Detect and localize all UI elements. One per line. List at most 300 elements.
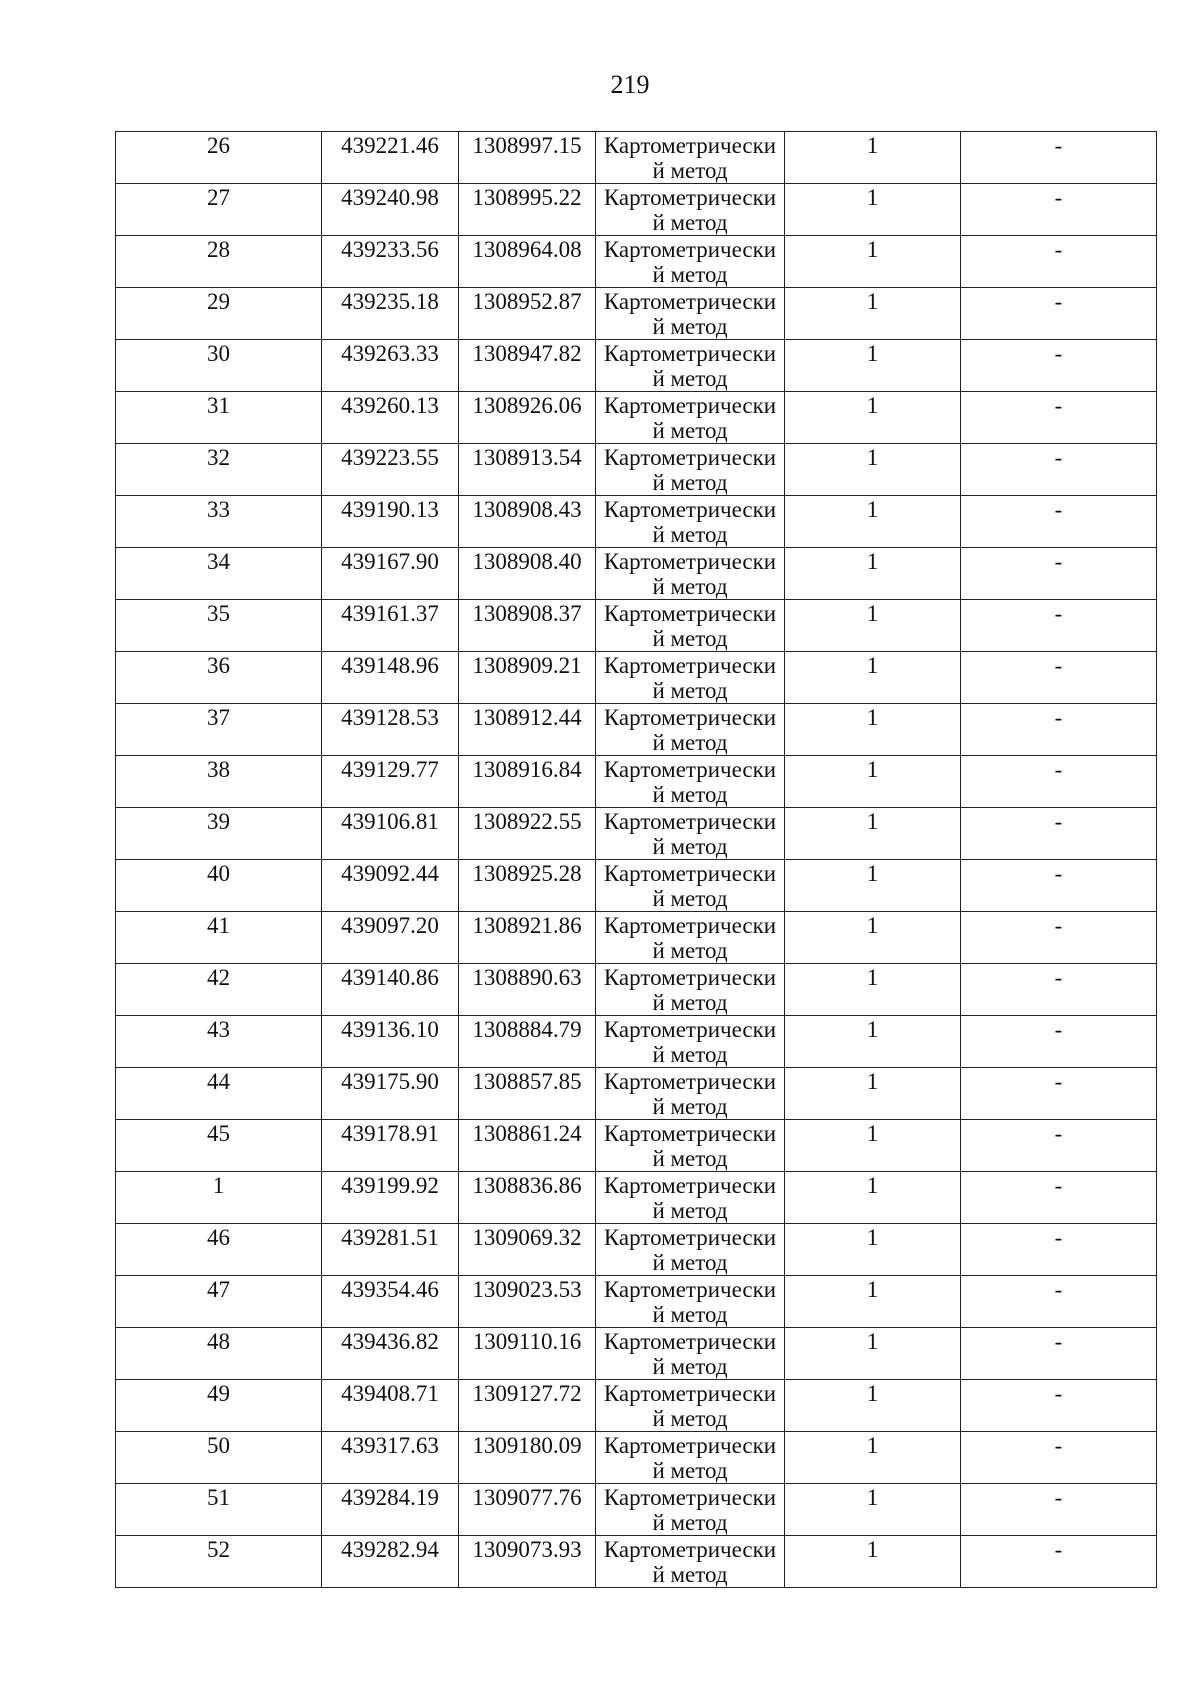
method-cell <box>596 392 785 444</box>
accuracy-cell <box>785 964 961 1016</box>
accuracy-cell-text: 1 <box>866 1277 879 1302</box>
point-number-cell-text: 37 <box>207 705 230 730</box>
point-number-cell-text: 30 <box>207 341 230 366</box>
point-number-cell <box>116 652 322 704</box>
y-coordinate-cell-text: 1309073.93 <box>472 1537 582 1562</box>
note-cell-text: - <box>1054 185 1063 210</box>
note-cell <box>961 548 1157 600</box>
y-coordinate-cell-text: 1308964.08 <box>472 237 582 262</box>
y-coordinate-cell-text: 1309023.53 <box>472 1277 582 1302</box>
method-cell-text: Картометрически й метод <box>603 289 777 339</box>
x-coordinate-cell <box>322 1016 459 1068</box>
x-coordinate-cell <box>322 548 459 600</box>
accuracy-cell <box>785 132 961 184</box>
note-cell <box>961 496 1157 548</box>
table-row <box>116 444 1157 496</box>
method-cell-text: Картометрически й метод <box>603 1537 777 1587</box>
y-coordinate-cell-text: 1308909.21 <box>472 653 582 678</box>
point-number-cell-text: 28 <box>207 237 230 262</box>
accuracy-cell-text: 1 <box>866 601 879 626</box>
method-cell <box>596 912 785 964</box>
y-coordinate-cell <box>459 1328 596 1380</box>
note-cell <box>961 1068 1157 1120</box>
y-coordinate-cell <box>459 756 596 808</box>
method-cell-text: Картометрически й метод <box>603 393 777 443</box>
note-cell <box>961 808 1157 860</box>
x-coordinate-cell <box>322 756 459 808</box>
point-number-cell <box>116 496 322 548</box>
note-cell-text: - <box>1054 1433 1063 1458</box>
note-cell-text: - <box>1054 393 1063 418</box>
accuracy-cell-text: 1 <box>866 1433 879 1458</box>
method-cell <box>596 340 785 392</box>
note-cell-text: - <box>1054 861 1063 886</box>
point-number-cell-text: 32 <box>207 445 230 470</box>
y-coordinate-cell-text: 1308925.28 <box>472 861 582 886</box>
y-coordinate-cell-text: 1309077.76 <box>472 1485 582 1510</box>
table-row <box>116 808 1157 860</box>
point-number-cell-text: 38 <box>207 757 230 782</box>
method-cell-text: Картометрически й метод <box>603 965 777 1015</box>
accuracy-cell <box>785 392 961 444</box>
accuracy-cell-text: 1 <box>866 133 879 158</box>
table-row <box>116 236 1157 288</box>
method-cell-text: Картометрически й метод <box>603 757 777 807</box>
coordinates-table <box>115 131 1157 1588</box>
y-coordinate-cell-text: 1308884.79 <box>472 1017 582 1042</box>
accuracy-cell-text: 1 <box>866 965 879 990</box>
method-cell-text: Картометрически й метод <box>603 1069 777 1119</box>
x-coordinate-cell <box>322 1536 459 1588</box>
x-coordinate-cell-text: 439167.90 <box>341 549 439 574</box>
table-row <box>116 704 1157 756</box>
note-cell <box>961 288 1157 340</box>
note-cell-text: - <box>1054 809 1063 834</box>
accuracy-cell-text: 1 <box>866 1017 879 1042</box>
table-row <box>116 1536 1157 1588</box>
note-cell <box>961 1432 1157 1484</box>
note-cell <box>961 704 1157 756</box>
note-cell <box>961 652 1157 704</box>
x-coordinate-cell <box>322 496 459 548</box>
note-cell <box>961 860 1157 912</box>
y-coordinate-cell <box>459 1172 596 1224</box>
method-cell <box>596 288 785 340</box>
note-cell-text: - <box>1054 445 1063 470</box>
table-row <box>116 1484 1157 1536</box>
note-cell <box>961 1172 1157 1224</box>
note-cell <box>961 236 1157 288</box>
x-coordinate-cell <box>322 1172 459 1224</box>
accuracy-cell <box>785 548 961 600</box>
accuracy-cell-text: 1 <box>866 341 879 366</box>
y-coordinate-cell <box>459 808 596 860</box>
note-cell-text: - <box>1054 1485 1063 1510</box>
method-cell-text: Картометрически й метод <box>603 653 777 703</box>
method-cell <box>596 756 785 808</box>
point-number-cell <box>116 860 322 912</box>
note-cell <box>961 1016 1157 1068</box>
note-cell-text: - <box>1054 757 1063 782</box>
note-cell <box>961 600 1157 652</box>
method-cell <box>596 1224 785 1276</box>
y-coordinate-cell-text: 1308908.43 <box>472 497 582 522</box>
y-coordinate-cell-text: 1308922.55 <box>472 809 582 834</box>
note-cell-text: - <box>1054 913 1063 938</box>
point-number-cell-text: 29 <box>207 289 230 314</box>
method-cell <box>596 236 785 288</box>
x-coordinate-cell <box>322 1484 459 1536</box>
accuracy-cell-text: 1 <box>866 1173 879 1198</box>
y-coordinate-cell-text: 1308857.85 <box>472 1069 582 1094</box>
note-cell <box>961 1328 1157 1380</box>
table-row <box>116 756 1157 808</box>
y-coordinate-cell <box>459 1380 596 1432</box>
note-cell-text: - <box>1054 601 1063 626</box>
y-coordinate-cell <box>459 340 596 392</box>
note-cell <box>961 1536 1157 1588</box>
point-number-cell <box>116 184 322 236</box>
y-coordinate-cell-text: 1308916.84 <box>472 757 582 782</box>
table-row <box>116 184 1157 236</box>
x-coordinate-cell-text: 439235.18 <box>341 289 439 314</box>
y-coordinate-cell <box>459 1224 596 1276</box>
x-coordinate-cell <box>322 600 459 652</box>
method-cell-text: Картометрически й метод <box>603 1017 777 1067</box>
x-coordinate-cell <box>322 1068 459 1120</box>
method-cell <box>596 1172 785 1224</box>
x-coordinate-cell-text: 439128.53 <box>341 705 439 730</box>
accuracy-cell <box>785 1224 961 1276</box>
method-cell-text: Картометрически й метод <box>603 1433 777 1483</box>
accuracy-cell-text: 1 <box>866 705 879 730</box>
table-row <box>116 600 1157 652</box>
accuracy-cell <box>785 184 961 236</box>
note-cell-text: - <box>1054 289 1063 314</box>
point-number-cell <box>116 964 322 1016</box>
y-coordinate-cell <box>459 496 596 548</box>
table-row <box>116 1432 1157 1484</box>
note-cell-text: - <box>1054 1537 1063 1562</box>
method-cell-text: Картометрически й метод <box>603 1121 777 1171</box>
x-coordinate-cell-text: 439233.56 <box>341 237 439 262</box>
y-coordinate-cell <box>459 288 596 340</box>
point-number-cell <box>116 704 322 756</box>
point-number-cell <box>116 1276 322 1328</box>
table-row <box>116 912 1157 964</box>
x-coordinate-cell <box>322 392 459 444</box>
point-number-cell <box>116 1172 322 1224</box>
y-coordinate-cell <box>459 912 596 964</box>
table-row <box>116 1380 1157 1432</box>
note-cell <box>961 184 1157 236</box>
note-cell-text: - <box>1054 705 1063 730</box>
x-coordinate-cell-text: 439136.10 <box>341 1017 439 1042</box>
table-row <box>116 340 1157 392</box>
point-number-cell <box>116 392 322 444</box>
point-number-cell <box>116 132 322 184</box>
accuracy-cell <box>785 444 961 496</box>
point-number-cell <box>116 808 322 860</box>
note-cell-text: - <box>1054 1121 1063 1146</box>
method-cell-text: Картометрически й метод <box>603 705 777 755</box>
method-cell-text: Картометрически й метод <box>603 913 777 963</box>
accuracy-cell-text: 1 <box>866 1537 879 1562</box>
point-number-cell-text: 46 <box>207 1225 230 1250</box>
accuracy-cell-text: 1 <box>866 549 879 574</box>
point-number-cell <box>116 1432 322 1484</box>
point-number-cell-text: 49 <box>207 1381 230 1406</box>
y-coordinate-cell-text: 1308921.86 <box>472 913 582 938</box>
table-row <box>116 1224 1157 1276</box>
y-coordinate-cell-text: 1308836.86 <box>472 1173 582 1198</box>
note-cell-text: - <box>1054 653 1063 678</box>
y-coordinate-cell-text: 1309180.09 <box>472 1433 582 1458</box>
y-coordinate-cell <box>459 1120 596 1172</box>
accuracy-cell-text: 1 <box>866 237 879 262</box>
note-cell <box>961 132 1157 184</box>
accuracy-cell-text: 1 <box>866 497 879 522</box>
point-number-cell <box>116 1484 322 1536</box>
note-cell-text: - <box>1054 1173 1063 1198</box>
x-coordinate-cell <box>322 288 459 340</box>
method-cell <box>596 964 785 1016</box>
accuracy-cell <box>785 236 961 288</box>
point-number-cell-text: 39 <box>207 809 230 834</box>
point-number-cell <box>116 236 322 288</box>
table-row <box>116 652 1157 704</box>
accuracy-cell-text: 1 <box>866 809 879 834</box>
note-cell-text: - <box>1054 1069 1063 1094</box>
accuracy-cell <box>785 1328 961 1380</box>
accuracy-cell <box>785 340 961 392</box>
x-coordinate-cell <box>322 860 459 912</box>
method-cell <box>596 184 785 236</box>
method-cell-text: Картометрически й метод <box>603 185 777 235</box>
method-cell <box>596 860 785 912</box>
accuracy-cell <box>785 1068 961 1120</box>
method-cell-text: Картометрически й метод <box>603 549 777 599</box>
x-coordinate-cell-text: 439260.13 <box>341 393 439 418</box>
method-cell-text: Картометрически й метод <box>603 601 777 651</box>
point-number-cell-text: 1 <box>212 1173 225 1198</box>
note-cell <box>961 444 1157 496</box>
x-coordinate-cell <box>322 652 459 704</box>
method-cell <box>596 1432 785 1484</box>
point-number-cell <box>116 1536 322 1588</box>
accuracy-cell <box>785 1016 961 1068</box>
x-coordinate-cell-text: 439263.33 <box>341 341 439 366</box>
point-number-cell-text: 34 <box>207 549 230 574</box>
x-coordinate-cell-text: 439436.82 <box>341 1329 439 1354</box>
point-number-cell-text: 44 <box>207 1069 230 1094</box>
note-cell-text: - <box>1054 1017 1063 1042</box>
accuracy-cell <box>785 756 961 808</box>
point-number-cell-text: 31 <box>207 393 230 418</box>
method-cell <box>596 600 785 652</box>
note-cell-text: - <box>1054 1329 1063 1354</box>
point-number-cell-text: 47 <box>207 1277 230 1302</box>
x-coordinate-cell-text: 439281.51 <box>341 1225 439 1250</box>
table-row <box>116 1328 1157 1380</box>
x-coordinate-cell <box>322 808 459 860</box>
point-number-cell-text: 45 <box>207 1121 230 1146</box>
x-coordinate-cell <box>322 184 459 236</box>
y-coordinate-cell <box>459 1432 596 1484</box>
note-cell-text: - <box>1054 965 1063 990</box>
method-cell-text: Картометрически й метод <box>603 1329 777 1379</box>
note-cell-text: - <box>1054 1225 1063 1250</box>
y-coordinate-cell-text: 1308995.22 <box>472 185 582 210</box>
table-row <box>116 496 1157 548</box>
method-cell <box>596 808 785 860</box>
y-coordinate-cell <box>459 1016 596 1068</box>
accuracy-cell <box>785 860 961 912</box>
y-coordinate-cell <box>459 1484 596 1536</box>
accuracy-cell-text: 1 <box>866 653 879 678</box>
y-coordinate-cell-text: 1309127.72 <box>472 1381 582 1406</box>
x-coordinate-cell <box>322 444 459 496</box>
y-coordinate-cell-text: 1308952.87 <box>472 289 582 314</box>
point-number-cell <box>116 288 322 340</box>
x-coordinate-cell-text: 439140.86 <box>341 965 439 990</box>
point-number-cell-text: 26 <box>207 133 230 158</box>
y-coordinate-cell <box>459 444 596 496</box>
accuracy-cell <box>785 1120 961 1172</box>
note-cell <box>961 964 1157 1016</box>
accuracy-cell <box>785 1432 961 1484</box>
accuracy-cell <box>785 1172 961 1224</box>
accuracy-cell-text: 1 <box>866 1329 879 1354</box>
accuracy-cell-text: 1 <box>866 1069 879 1094</box>
accuracy-cell <box>785 496 961 548</box>
method-cell <box>596 548 785 600</box>
x-coordinate-cell-text: 439129.77 <box>341 757 439 782</box>
accuracy-cell <box>785 912 961 964</box>
point-number-cell <box>116 600 322 652</box>
y-coordinate-cell-text: 1308947.82 <box>472 341 582 366</box>
accuracy-cell <box>785 1484 961 1536</box>
point-number-cell-text: 35 <box>207 601 230 626</box>
x-coordinate-cell-text: 439175.90 <box>341 1069 439 1094</box>
y-coordinate-cell <box>459 132 596 184</box>
x-coordinate-cell-text: 439097.20 <box>341 913 439 938</box>
method-cell <box>596 704 785 756</box>
y-coordinate-cell <box>459 600 596 652</box>
y-coordinate-cell <box>459 236 596 288</box>
point-number-cell <box>116 1068 322 1120</box>
y-coordinate-cell-text: 1309110.16 <box>472 1329 582 1354</box>
method-cell <box>596 1068 785 1120</box>
method-cell-text: Картометрически й метод <box>603 341 777 391</box>
point-number-cell <box>116 444 322 496</box>
method-cell-text: Картометрически й метод <box>603 1277 777 1327</box>
method-cell <box>596 1484 785 1536</box>
y-coordinate-cell <box>459 704 596 756</box>
note-cell-text: - <box>1054 1381 1063 1406</box>
accuracy-cell-text: 1 <box>866 1485 879 1510</box>
y-coordinate-cell <box>459 1276 596 1328</box>
x-coordinate-cell <box>322 1276 459 1328</box>
method-cell <box>596 1380 785 1432</box>
accuracy-cell-text: 1 <box>866 393 879 418</box>
accuracy-cell <box>785 1276 961 1328</box>
point-number-cell <box>116 912 322 964</box>
method-cell <box>596 132 785 184</box>
method-cell <box>596 1276 785 1328</box>
table-row <box>116 964 1157 1016</box>
method-cell <box>596 1016 785 1068</box>
note-cell <box>961 1224 1157 1276</box>
y-coordinate-cell <box>459 1536 596 1588</box>
method-cell <box>596 444 785 496</box>
y-coordinate-cell <box>459 860 596 912</box>
accuracy-cell-text: 1 <box>866 185 879 210</box>
note-cell-text: - <box>1054 133 1063 158</box>
x-coordinate-cell <box>322 1224 459 1276</box>
accuracy-cell <box>785 1536 961 1588</box>
point-number-cell-text: 48 <box>207 1329 230 1354</box>
x-coordinate-cell <box>322 912 459 964</box>
y-coordinate-cell-text: 1308908.37 <box>472 601 582 626</box>
point-number-cell <box>116 1328 322 1380</box>
point-number-cell-text: 27 <box>207 185 230 210</box>
note-cell <box>961 392 1157 444</box>
x-coordinate-cell-text: 439148.96 <box>341 653 439 678</box>
method-cell <box>596 652 785 704</box>
method-cell-text: Картометрически й метод <box>603 861 777 911</box>
point-number-cell <box>116 1224 322 1276</box>
x-coordinate-cell-text: 439178.91 <box>341 1121 439 1146</box>
x-coordinate-cell <box>322 1120 459 1172</box>
x-coordinate-cell <box>322 1380 459 1432</box>
x-coordinate-cell-text: 439223.55 <box>341 445 439 470</box>
point-number-cell <box>116 1380 322 1432</box>
note-cell <box>961 1120 1157 1172</box>
x-coordinate-cell-text: 439284.19 <box>341 1485 439 1510</box>
x-coordinate-cell <box>322 1432 459 1484</box>
method-cell-text: Картометрически й метод <box>603 497 777 547</box>
method-cell-text: Картометрически й метод <box>603 809 777 859</box>
y-coordinate-cell-text: 1308890.63 <box>472 965 582 990</box>
table-row <box>116 1016 1157 1068</box>
point-number-cell-text: 33 <box>207 497 230 522</box>
method-cell <box>596 1536 785 1588</box>
coordinates-table-body <box>116 132 1157 1588</box>
accuracy-cell <box>785 1380 961 1432</box>
table-row <box>116 1120 1157 1172</box>
point-number-cell-text: 42 <box>207 965 230 990</box>
table-row <box>116 548 1157 600</box>
x-coordinate-cell <box>322 964 459 1016</box>
note-cell <box>961 1380 1157 1432</box>
note-cell-text: - <box>1054 497 1063 522</box>
accuracy-cell <box>785 704 961 756</box>
y-coordinate-cell <box>459 184 596 236</box>
x-coordinate-cell <box>322 1328 459 1380</box>
method-cell-text: Картометрически й метод <box>603 1225 777 1275</box>
point-number-cell-text: 43 <box>207 1017 230 1042</box>
accuracy-cell <box>785 288 961 340</box>
y-coordinate-cell-text: 1308913.54 <box>472 445 582 470</box>
y-coordinate-cell-text: 1308908.40 <box>472 549 582 574</box>
y-coordinate-cell <box>459 548 596 600</box>
x-coordinate-cell-text: 439092.44 <box>341 861 439 886</box>
x-coordinate-cell-text: 439240.98 <box>341 185 439 210</box>
accuracy-cell-text: 1 <box>866 1121 879 1146</box>
accuracy-cell-text: 1 <box>866 1225 879 1250</box>
note-cell <box>961 1484 1157 1536</box>
